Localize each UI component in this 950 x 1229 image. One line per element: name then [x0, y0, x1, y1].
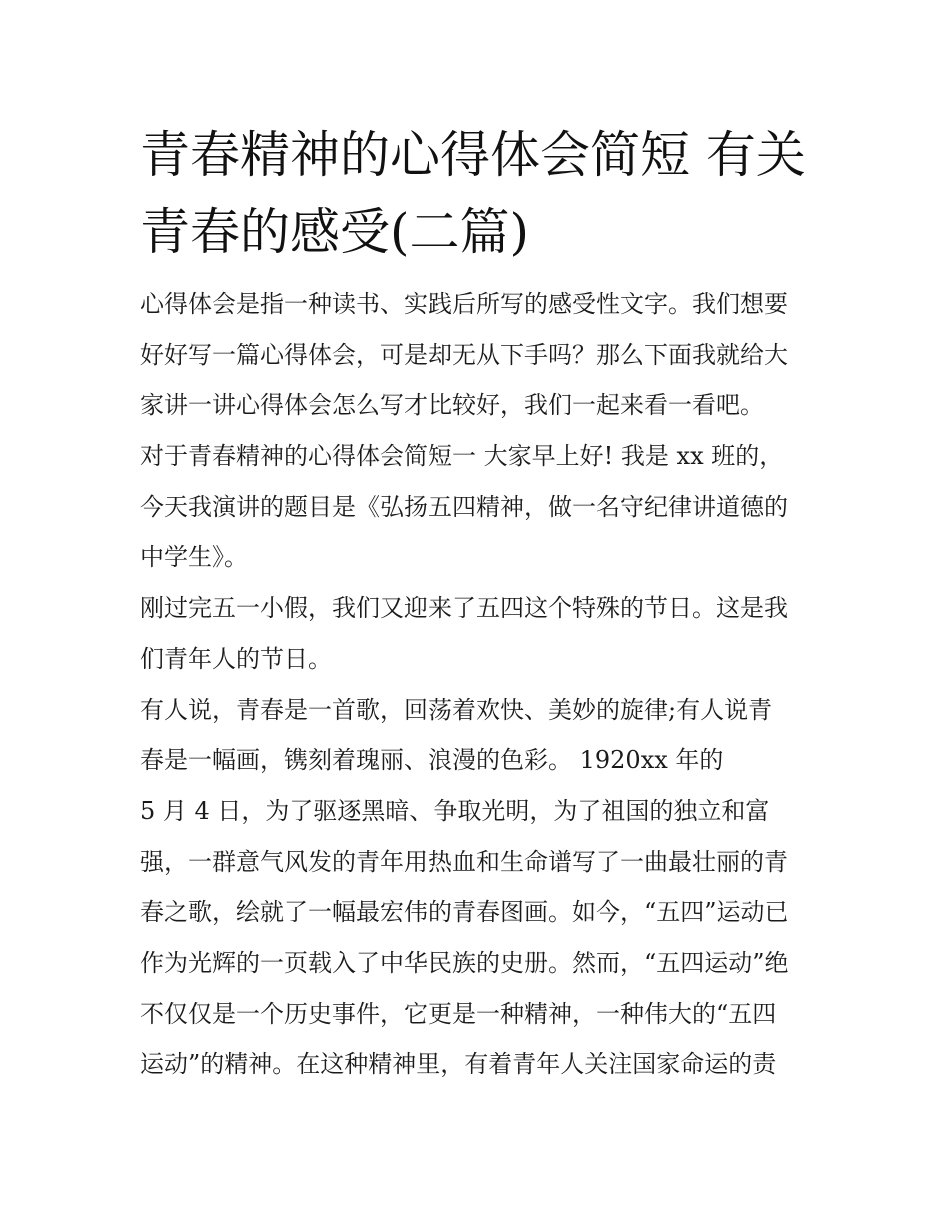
body-line: 不仅仅是一个历史事件，它更是一种精神，一种伟大的“五四: [140, 999, 777, 1028]
body-line: 春之歌，绘就了一幅最宏伟的青春图画。如今，“五四”运动已: [140, 898, 789, 927]
title-line: 青春精神的心得体会简短 有关: [140, 126, 806, 184]
body-line: 有人说，青春是一首歌，回荡着欢快、美妙的旋律;有人说青: [140, 695, 773, 724]
body-line: 中学生》。: [140, 543, 248, 572]
body-line: 刚过完五一小假，我们又迎来了五四这个特殊的节日。这是我: [140, 594, 788, 623]
body-line: 心得体会是指一种读书、实践后所写的感受性文字。我们想要: [140, 290, 788, 318]
body-line: 作为光辉的一页载入了中华民族的史册。然而，“五四运动”绝: [140, 948, 789, 977]
body-line: 对于青春精神的心得体会简短一 大家早上好! 我是 xx 班的，: [140, 442, 784, 471]
body-line: 强，一群意气风发的青年用热血和生命谱写了一曲最壮丽的青: [140, 847, 788, 876]
body-line: 好好写一篇心得体会，可是却无从下手吗？那么下面我就给大: [140, 340, 788, 369]
body-line: 们青年人的节日。: [140, 644, 332, 673]
body-line: 春是一幅画，镌刻着瑰丽、浪漫的色彩。 1920xx 年的: [140, 746, 724, 775]
document-title: [140, 117, 820, 271]
document-body: [140, 279, 830, 1090]
body-line: 运动”的精神。在这种精神里，有着青年人关注国家命运的责: [140, 1050, 777, 1079]
title-line: 青春的感受(二篇): [140, 203, 530, 261]
body-line: 5 月 4 日，为了驱逐黑暗、争取光明，为了祖国的独立和富: [140, 796, 770, 825]
body-line: 今天我演讲的题目是《弘扬五四精神，做一名守纪律讲道德的: [140, 492, 788, 521]
body-line: 家讲一讲心得体会怎么写才比较好，我们一起来看一看吧。: [140, 391, 764, 420]
